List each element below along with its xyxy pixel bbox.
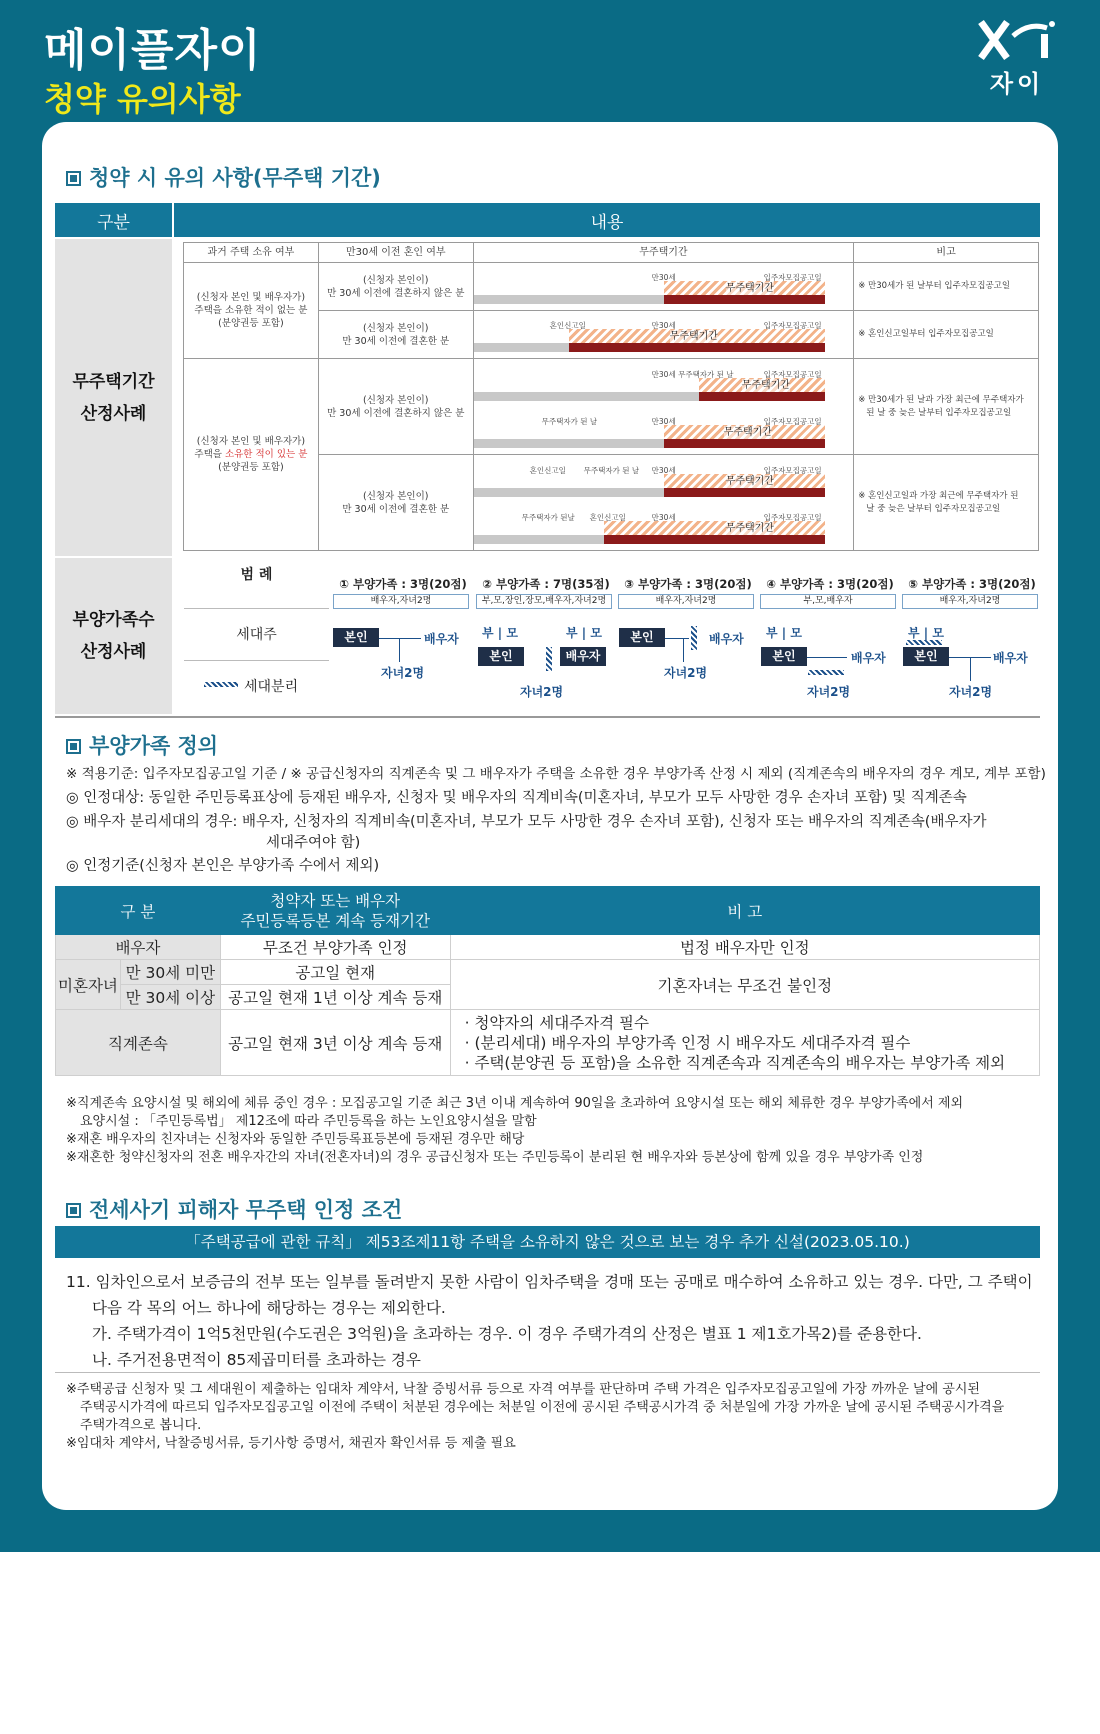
self-box: 본인 xyxy=(903,647,949,666)
xi-logo-icon xyxy=(977,18,1057,62)
separate-household-icon xyxy=(691,626,697,650)
rule-line: 가. 주택가격이 1억5천만원(수도권은 3억원)을 초과하는 경우. 이 경우 주택가격의 산정은 별표 1 제1호가목2)를 준용한다. xyxy=(92,1325,922,1343)
cell: 공고일 현재 3년 이상 계속 등재 xyxy=(220,1010,450,1076)
timeline-4b xyxy=(474,503,854,550)
timeline-period-label: 무주택기간 xyxy=(725,522,774,534)
section-divider xyxy=(55,716,1040,718)
cell-not-married xyxy=(318,359,473,455)
timeline-3a xyxy=(474,360,854,407)
cell: 공고일 현재 1년 이상 계속 등재 xyxy=(220,985,450,1010)
note-line: ◎ 인정기준(신청자 본인은 부양가족 수에서 제외) xyxy=(66,858,380,874)
text: (신청자 본인이) xyxy=(363,322,429,334)
timeline-label: 입주자모집공고일 xyxy=(763,369,822,379)
family-head: ① 부양가족 : 3명(20점) xyxy=(339,577,467,591)
parents-label: 부 | 모 xyxy=(482,626,518,640)
timeline-label: 만30세 xyxy=(651,512,676,522)
divider xyxy=(55,1372,1040,1373)
cell-married xyxy=(318,311,473,359)
text: 날 중 늦은 날부터 입주자모집공고일 xyxy=(866,503,1001,514)
separate-household-icon xyxy=(906,640,942,645)
footnote: 주택가격으로 봅니다. xyxy=(80,1418,202,1433)
legend-separate: 세대분리 xyxy=(244,679,299,695)
footnote: ※임대차 계약서, 낙찰증빙서류, 등기사항 증명서, 채권자 확인서류 등 제출 필요 xyxy=(66,1436,516,1451)
family-head: ⑤ 부양가족 : 3명(20점) xyxy=(908,577,1036,591)
family-members: 부,모,장인,장모,배우자,자녀2명 xyxy=(476,594,612,609)
footnote: 요양시설 : 「주민등록법」 제12조에 따라 주민등록을 하는 노인요양시설을 말함 xyxy=(80,1114,537,1129)
separate-household-icon xyxy=(808,670,844,675)
timeline-label: 만30세 무주택자가 된 날 xyxy=(651,369,734,379)
text: (신청자 본인 및 배우자가) xyxy=(196,436,306,447)
table-header: 비 고 xyxy=(450,887,1039,935)
text: (신청자 본인이) xyxy=(363,274,429,286)
children-label: 자녀2명 xyxy=(664,666,708,680)
row-label: 만 30세 미만 xyxy=(120,960,220,985)
legend-household: 세대주 xyxy=(236,627,277,643)
note-line: ◎ 인정대상: 동일한 주민등록표상에 등재된 배우자, 신청자 및 배우자의 직계비속(미혼자녀, 부모가 모두 사망한 경우 손자녀 포함) 및 직계존속 xyxy=(66,790,967,806)
timeline-label: 혼인신고일 xyxy=(549,321,586,330)
timeline-red xyxy=(569,343,826,352)
timeline-red xyxy=(664,295,826,304)
row-label-dependents xyxy=(55,558,172,714)
cell-owned-before xyxy=(184,359,319,551)
timeline-label: 무주택자가 된날 xyxy=(521,512,575,522)
timeline-3b xyxy=(474,407,854,454)
timeline-label: 만30세 xyxy=(651,321,676,330)
separate-household-icon xyxy=(546,647,552,671)
remark: ※ 혼인신고일부터 입주자모집공고일 xyxy=(854,311,1039,359)
note-line: 세대주여야 함) xyxy=(266,835,361,851)
family-members: 배우자,자녀2명 xyxy=(618,594,754,609)
row-label: 직계존속 xyxy=(56,1010,221,1076)
spouse-label: 배우자 xyxy=(993,651,1028,665)
section-title-fraud-victim xyxy=(66,1194,402,1224)
note-line: ◎ 배우자 분리세대의 경우: 배우자, 신청자의 직계비속(미혼자녀, 부모가 모두 사망한 경우 손자녀 포함), 신청자 또는 배우자의 직계존속(배우자가 xyxy=(66,814,987,830)
xi-logo xyxy=(972,18,1062,99)
timeline-red xyxy=(604,535,826,544)
separate-household-icon xyxy=(204,682,238,687)
children-label: 자녀2명 xyxy=(807,685,851,699)
timeline-label: 무주택자가 된 날 xyxy=(541,416,598,426)
legend-title: 범 례 xyxy=(240,567,273,583)
self-box: 본인 xyxy=(333,628,379,647)
rule-band: 「주택공급에 관한 규칙」 제53조제11항 주택을 소유하지 않은 것으로 보는 경우 추가 신설(2023.05.10.) xyxy=(55,1226,1040,1258)
timeline-period-label: 무주택기간 xyxy=(725,475,774,487)
text: · 주택(분양권 등 포함)을 소유한 직계존속과 직계존속의 배우자는 부양가족 제외 xyxy=(464,1053,1006,1072)
logo-text: 자이 xyxy=(989,70,1045,98)
rule-line: 11. 임차인으로서 보증금의 전부 또는 일부를 돌려받지 못한 사람이 임차주택을 경매 또는 공매로 매수하여 소유하고 있는 경우. 다만, 그 주택이 xyxy=(66,1273,1033,1291)
timeline-2 xyxy=(474,311,854,358)
timeline-label: 혼인신고일 xyxy=(589,512,626,522)
cell: 무조건 부양가족 인정 xyxy=(220,935,450,960)
link-line xyxy=(665,638,689,639)
row-label: 미혼자녀 xyxy=(56,960,121,1010)
link-line xyxy=(970,657,971,681)
parents-label: 부 | 모 xyxy=(908,626,944,640)
self-box: 본인 xyxy=(761,647,807,666)
page-subtitle: 청약 유의사항 xyxy=(44,80,241,118)
footnote: ※직계존속 요양시설 및 해외에 체류 중인 경우 : 모집공고일 기준 최근 3년 이내 계속하여 90일을 초과하여 요양시설 또는 해외 체류한 경우 부양가족에서 제외 xyxy=(66,1096,964,1111)
row-label: 만 30세 이상 xyxy=(120,985,220,1010)
cell: 법정 배우자만 인정 xyxy=(450,935,1039,960)
spouse-label: 배우자 xyxy=(851,651,886,665)
text: 주택을 xyxy=(194,449,225,460)
timeline-label: 입주자모집공고일 xyxy=(763,321,822,330)
legend-divider xyxy=(184,660,329,661)
section-title-text: 부양가족 정의 xyxy=(89,734,219,758)
section-title-dependents xyxy=(66,730,218,760)
cell-never-owned xyxy=(184,263,319,359)
link-line xyxy=(399,638,400,662)
page-title: 메이플자이 xyxy=(44,25,262,76)
remark xyxy=(854,455,1039,551)
rule-line: 다음 각 목의 어느 하나에 해당하는 경우는 제외한다. xyxy=(92,1299,446,1317)
note-line: ※ 적용기준: 입주자모집공고일 기준 / ※ 공급신청자의 직계존속 및 그 배우자가 주택을 소유한 경우 부양가족 산정 시 제외 (직계존속의 배우자의 경우 계모, 계부 포함) xyxy=(66,766,1046,782)
text: ※ 만30세가 된 날과 가장 최근에 무주택자가 xyxy=(858,394,1024,405)
text: ※ 혼인신고일과 가장 최근에 무주택자가 된 xyxy=(858,490,1019,501)
text: (분양권등 포함) xyxy=(218,318,284,329)
spouse-box: 배우자 xyxy=(560,647,606,666)
timeline-period-label: 무주택기간 xyxy=(723,426,772,438)
family-members: 부,모,배우자 xyxy=(760,594,896,609)
inner-header: 만30세 이전 혼인 여부 xyxy=(318,243,473,263)
timeline-red xyxy=(699,392,826,401)
timeline-label: 혼인신고일 xyxy=(529,465,566,475)
timeline-label: 입주자모집공고일 xyxy=(763,416,822,426)
spouse-label: 배우자 xyxy=(424,632,459,646)
timeline-label: 입주자모집공고일 xyxy=(763,512,822,522)
square-bullet-icon xyxy=(66,1203,81,1218)
family-members: 배우자,자녀2명 xyxy=(902,594,1038,609)
link-line xyxy=(683,638,684,662)
row-label-line: 부양가족수 xyxy=(72,610,155,630)
text: (신청자 본인이) xyxy=(363,490,429,502)
text: · (분리세대) 배우자의 부양가족 인정 시 배우자도 세대주자격 필수 xyxy=(464,1033,911,1052)
cell: 공고일 현재 xyxy=(220,960,450,985)
link-line xyxy=(807,657,847,658)
cell-not-married xyxy=(318,263,473,311)
timeline-label: 만30세 xyxy=(651,416,676,426)
row-label-line: 산정사례 xyxy=(80,403,147,424)
row-label: 배우자 xyxy=(56,935,221,960)
row-label-line: 무주택기간 xyxy=(72,371,155,392)
children-label: 자녀2명 xyxy=(520,685,564,699)
section-title-text: 청약 시 유의 사항(무주택 기간) xyxy=(89,166,381,190)
parents-label: 부 | 모 xyxy=(566,626,602,640)
text: (신청자 본인이) xyxy=(363,394,429,406)
cell xyxy=(450,1010,1039,1076)
parents-label: 부 | 모 xyxy=(766,626,802,640)
family-head: ④ 부양가족 : 3명(20점) xyxy=(766,577,894,591)
text: · 청약자의 세대주자격 필수 xyxy=(464,1013,650,1032)
timeline-label: 입주자모집공고일 xyxy=(763,465,822,475)
timeline-red xyxy=(664,488,826,497)
family-members: 배우자,자녀2명 xyxy=(333,594,469,609)
timeline-period-label: 무주택기간 xyxy=(725,283,774,294)
text: 만 30세 이전에 결혼한 분 xyxy=(342,335,450,347)
section-title-text: 전세사기 피해자 무주택 인정 조건 xyxy=(89,1198,403,1222)
family-head: ③ 부양가족 : 3명(20점) xyxy=(624,577,752,591)
text-highlight: 소유한 적이 있는 분 xyxy=(224,449,308,460)
timeline-1 xyxy=(474,263,854,310)
dependents-table xyxy=(55,886,1040,1076)
family-head: ② 부양가족 : 7명(35점) xyxy=(482,577,610,591)
inner-header: 무주택기간 xyxy=(473,243,854,263)
text: 만 30세 이전에 결혼한 분 xyxy=(342,503,450,515)
timeline-label: 입주자모집공고일 xyxy=(763,273,822,282)
row-label-no-house-period xyxy=(55,239,172,556)
square-bullet-icon xyxy=(66,739,81,754)
footnote: ※주택공급 신청자 및 그 세대원이 제출하는 임대차 계약서, 낙찰 증빙서류 등으로 자격 여부를 판단하며 주택 가격은 입주자모집공고일에 가장 까까운 날에 공시된 xyxy=(66,1382,980,1397)
self-box: 본인 xyxy=(619,628,665,647)
footnote: 주택공시가격에 따르되 입주자모집공고일 이전에 주택이 처분된 경우에는 처분일 이전에 공시된 주택공시가격 중 처분일에 가장 가까운 날에 공시된 주택공시가격을 xyxy=(80,1400,1005,1415)
row-label-line: 산정사례 xyxy=(80,642,147,662)
text: 주민등록등본 계속 등재기간 xyxy=(240,911,430,930)
text: 주택을 소유한 적이 없는 분 xyxy=(194,305,308,316)
spouse-label: 배우자 xyxy=(709,632,744,646)
text: 만 30세 이전에 결혼하지 않은 분 xyxy=(327,407,465,419)
footnote: ※재혼한 청약신청자의 전혼 배우자간의 자녀(전혼자녀)의 경우 공급신청자 또는 주민등록이 분리된 현 배우자와 등본상에 함께 있을 경우 부양가족 인정 xyxy=(66,1150,924,1165)
timeline-label: 만30세 xyxy=(651,273,676,282)
self-box: 본인 xyxy=(478,647,524,666)
timeline-red xyxy=(664,439,826,448)
text: 청약자 또는 배우자 xyxy=(270,891,401,910)
text: (신청자 본인 및 배우자가) xyxy=(196,292,306,303)
no-house-period-table xyxy=(183,242,1039,551)
remark xyxy=(854,359,1039,455)
inner-header: 과거 주택 소유 여부 xyxy=(184,243,319,263)
header-content: 내용 xyxy=(174,203,1040,237)
rule-line: 나. 주거전용면적이 85제곱미터를 초과하는 경우 xyxy=(92,1351,421,1369)
header-category: 구분 xyxy=(55,203,172,237)
cell: 기혼자녀는 무조건 불인정 xyxy=(450,960,1039,1010)
timeline-label: 만30세 xyxy=(651,465,676,475)
table-header: 구 분 xyxy=(56,887,221,935)
timeline-period-label: 무주택기간 xyxy=(741,379,790,391)
text: 만 30세 이전에 결혼하지 않은 분 xyxy=(327,287,465,299)
square-bullet-icon xyxy=(66,171,81,186)
text: (분양권등 포함) xyxy=(218,462,284,473)
footnote: ※재혼 배우자의 친자녀는 신청자와 동일한 주민등록표등본에 등재된 경우만 해당 xyxy=(66,1132,525,1147)
children-label: 자녀2명 xyxy=(381,666,425,680)
timeline-4a xyxy=(474,456,854,503)
inner-header: 비고 xyxy=(854,243,1039,263)
legend-divider xyxy=(184,608,329,609)
children-label: 자녀2명 xyxy=(949,685,993,699)
timeline-period-label: 무주택기간 xyxy=(669,331,718,342)
timeline-label: 무주택자가 된 날 xyxy=(583,465,640,475)
table-header xyxy=(220,887,450,935)
cell-married xyxy=(318,455,473,551)
section-title-no-house xyxy=(66,162,381,192)
text: 된 날 중 늦은 날부터 입주자모집공고일 xyxy=(866,407,1012,418)
remark: ※ 만30세가 된 날부터 입주자모집공고일 xyxy=(854,263,1039,311)
link-line xyxy=(379,638,421,639)
